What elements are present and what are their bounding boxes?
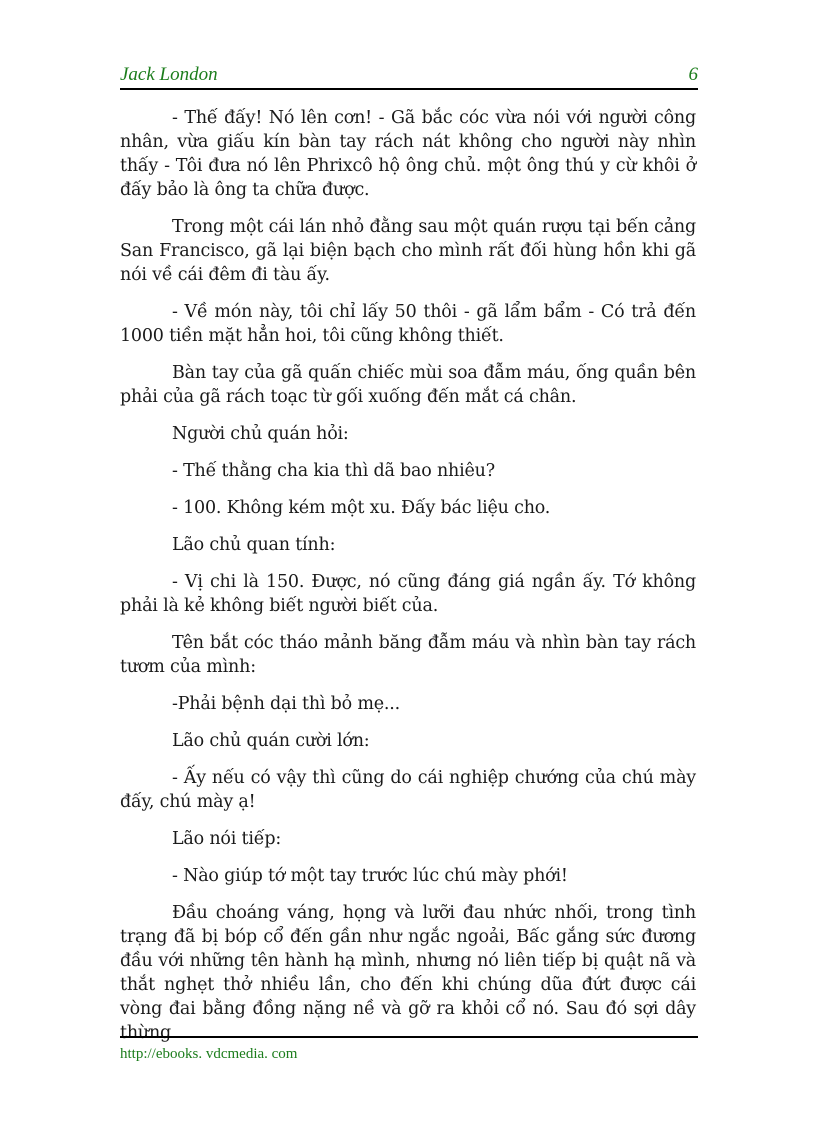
- paragraph: Lão nói tiếp:: [172, 829, 282, 849]
- paragraph: - Vị chi là 150. Được, nó cũng đáng giá ngần ấy. Tớ không phải là kẻ không biết người biết của.: [120, 572, 696, 616]
- header-author: Jack London: [120, 64, 218, 85]
- paragraph: - Nào giúp tớ một tay trước lúc chú mày phới!: [172, 866, 568, 886]
- paragraph: - 100. Không kém một xu. Đấy bác liệu cho.: [172, 498, 551, 518]
- paragraph: - Thế thằng cha kia thì dã bao nhiêu?: [172, 461, 495, 481]
- paragraph: Người chủ quán hỏi:: [172, 424, 349, 444]
- paragraph: - Về món này, tôi chỉ lấy 50 thôi - gã lẩm bẩm - Có trả đến 1000 tiền mặt hẳn hoi, tôi cũng không thiết.: [120, 302, 696, 346]
- paragraph: Lão chủ quán cười lớn:: [172, 731, 370, 751]
- paragraph: Trong một cái lán nhỏ đằng sau một quán rượu tại bến cảng San Francisco, gã lại biện bạch cho mình rất đối hùng hồn khi gã nói về cái đêm đi tàu ấy.: [120, 217, 696, 285]
- footer-url[interactable]: http://ebooks. vdcmedia. com: [120, 1046, 298, 1062]
- paragraph: - Thế đấy! Nó lên cơn! - Gã bắc cóc vừa nói với người công nhân, vừa giấu kín bàn tay rách nát không cho người này nhìn thấy - Tôi đưa nó lên Phrixcô hộ ông chủ. một ông thú y cừ khôi ở đấy bảo là ông ta chữa được.: [120, 108, 696, 200]
- header-page-number: 6: [688, 64, 698, 85]
- paragraph: Đầu choáng váng, họng và lưỡi đau nhức nhối, trong tình trạng đã bị bóp cổ đến gần như ngắc ngoải, Bấc gắng sức đương đầu với những tên hành hạ mình, nhưng nó liên tiếp bị quật nã và thắt nghẹt thở nhiều lần, cho đến khi chúng dũa đứt được cái vòng đai bằng đồng nặng nề và gỡ ra khỏi cổ nó. Sau đó sợi dây thừng: [120, 903, 696, 1043]
- paragraph: - Ấy nếu có vậy thì cũng do cái nghiệp chướng của chú mày đấy, chú mày ạ!: [120, 768, 696, 812]
- footer-rule: [120, 1036, 698, 1038]
- page-body: [120, 106, 696, 1058]
- paragraph: -Phải bệnh dại thì bỏ mẹ...: [172, 694, 401, 714]
- paragraph: Lão chủ quan tính:: [172, 535, 336, 555]
- paragraph: Bàn tay của gã quấn chiếc mùi soa đẫm máu, ống quần bên phải của gã rách toạc từ gối xuống đến mắt cá chân.: [120, 363, 696, 407]
- paragraph: Tên bắt cóc tháo mảnh băng đẫm máu và nhìn bàn tay rách tươm của mình:: [120, 633, 696, 677]
- page-header: [120, 64, 698, 90]
